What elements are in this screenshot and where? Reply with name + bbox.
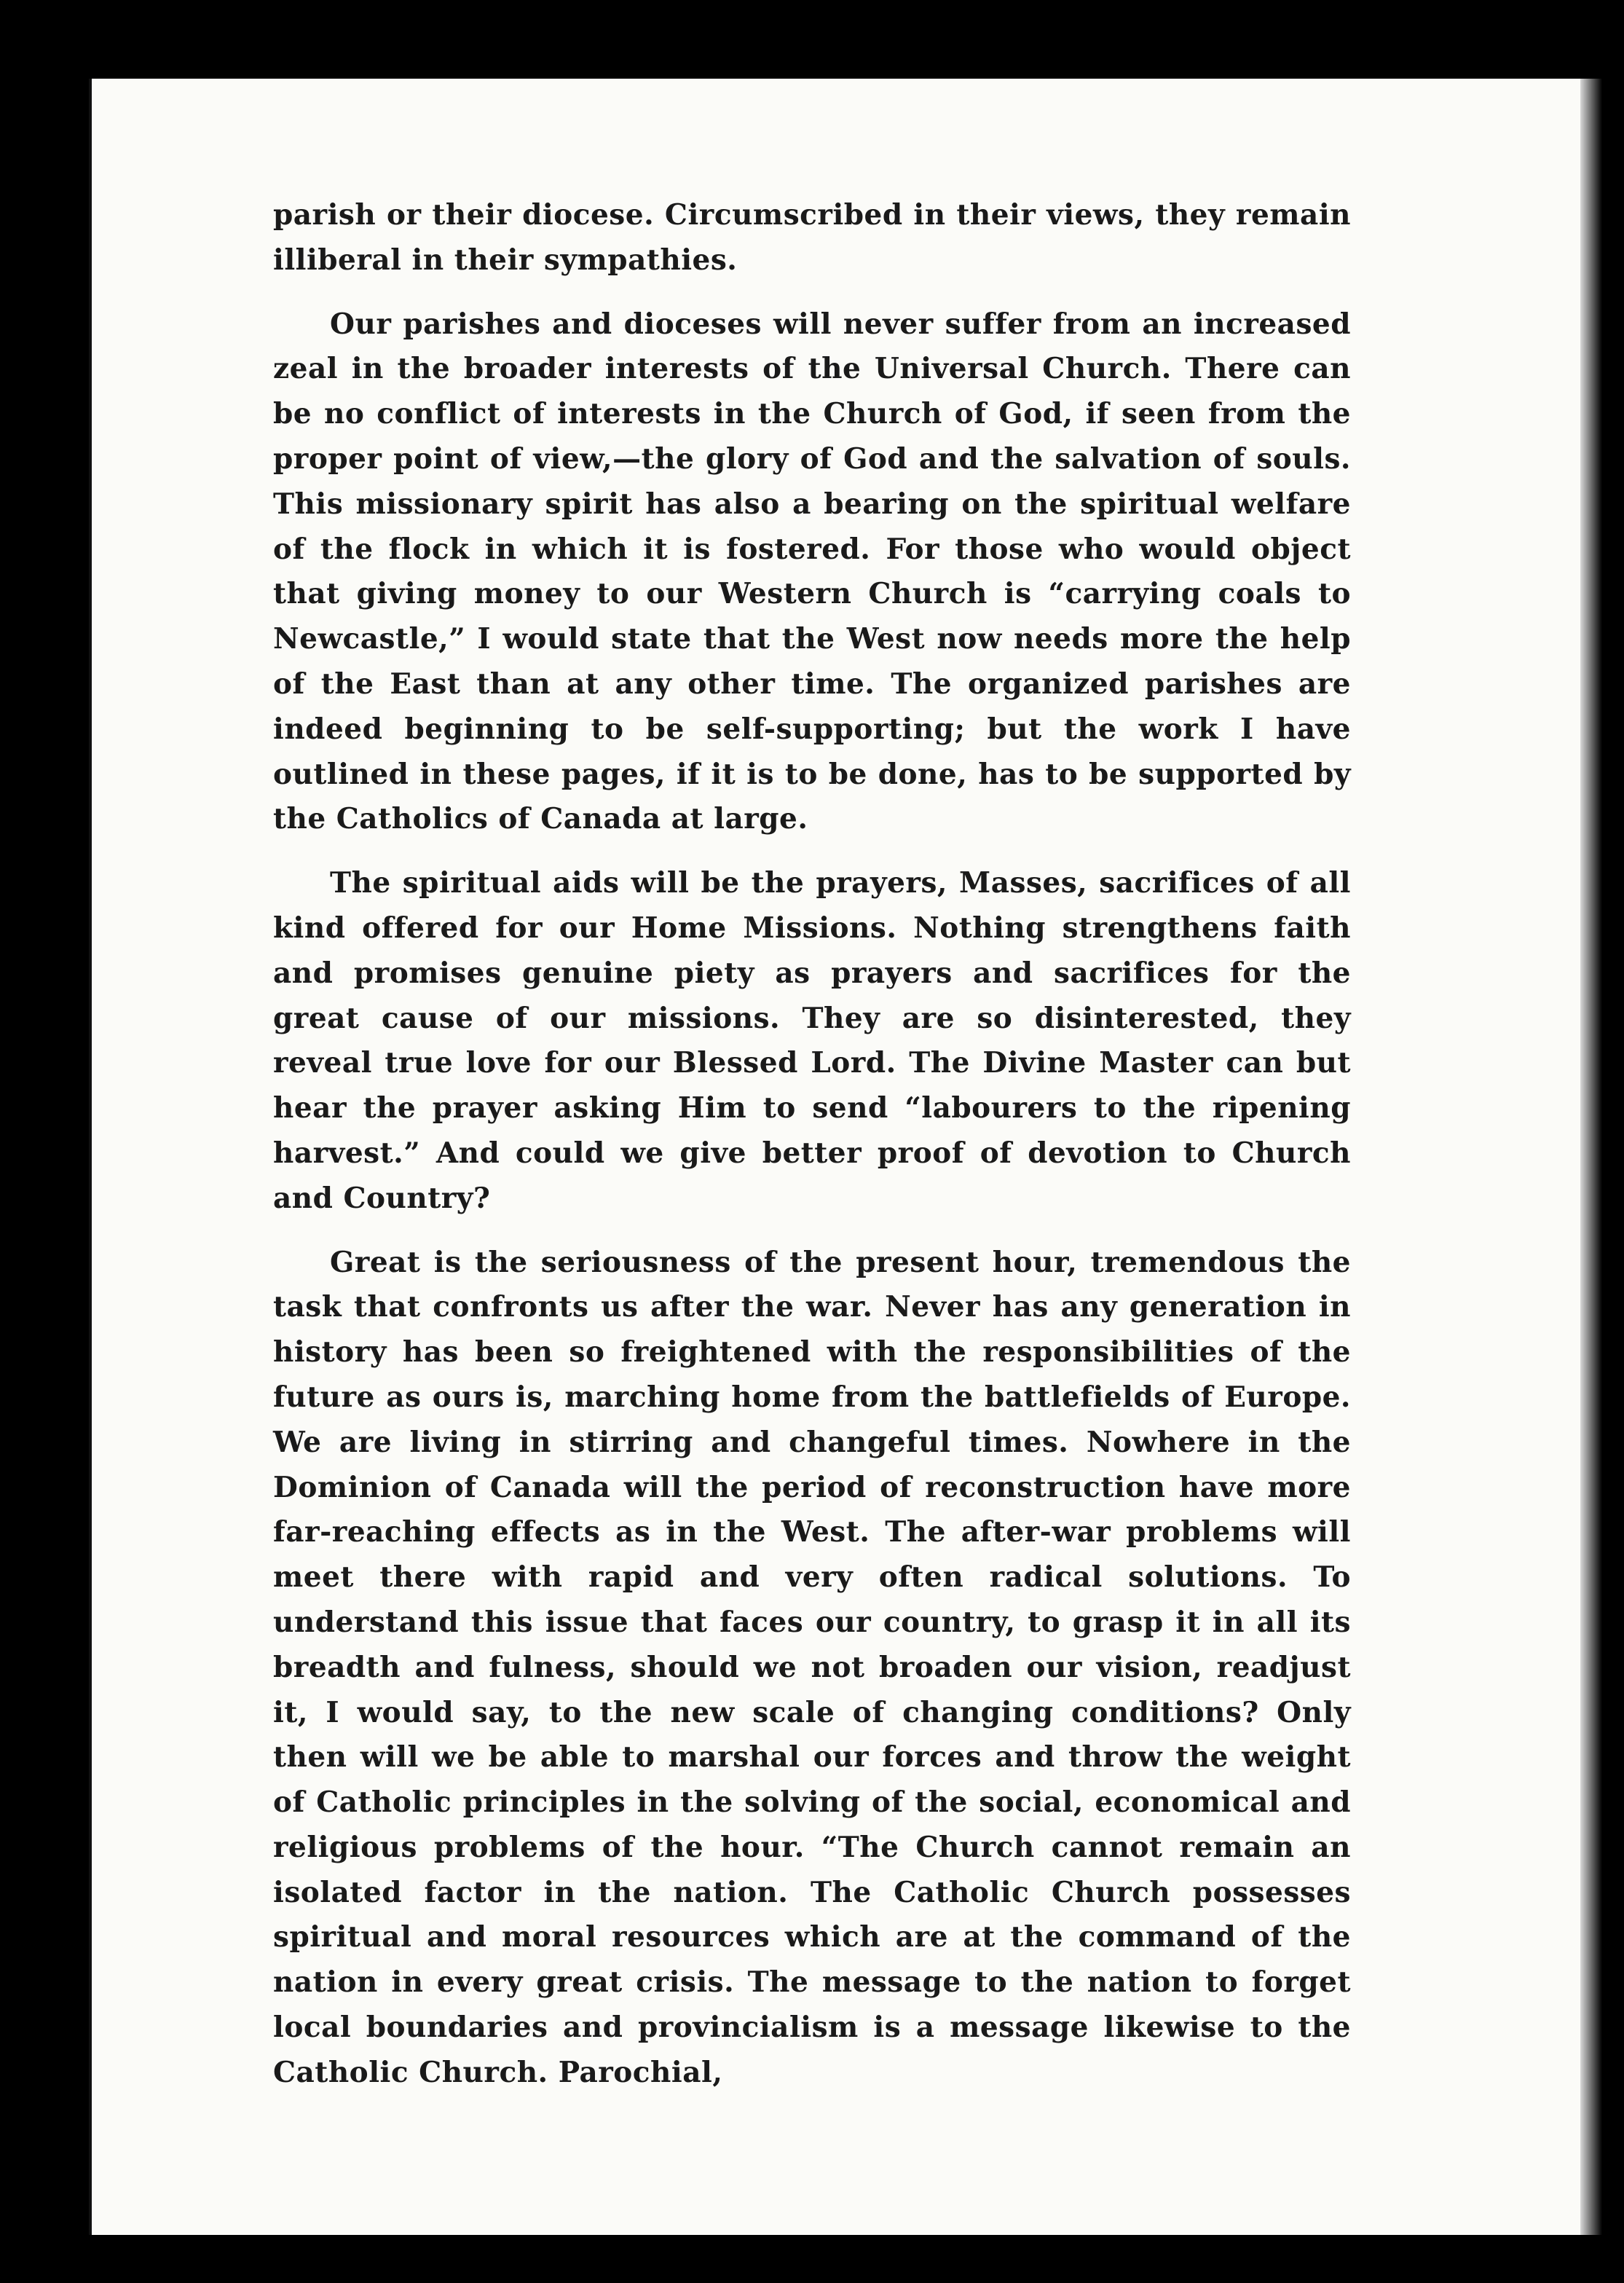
paragraph: Our parishes and dioceses will never suffer from an increased zeal in the broader interests of the Universal Church. There can be no conflict of interests in the Church of God, if seen from the proper point of view,—the glory of God and the salvation of souls. This missionary spirit has also a bearing on the spiritual welfare of the flock in which it is fostered. For those who would object that giving money to our Western Church is “carrying coals to Newcastle,” I would state that the West now needs more the help of the East than at any other time. The organized parishes are indeed beginning to be self-supporting; but the work I have outlined in these pages, if it is to be done, has to be supported by the Catholics of Canada at large. xyxy=(273,307,1351,836)
paragraph: The spiritual aids will be the prayers, Masses, sacrifices of all kind offered for our Home Missions. Nothing strengthens faith and promises genuine piety as prayers and sacrifices for the great cause of our missions. They are so disinterested, they reveal true love for our Blessed Lord. The Divine Master can but hear the prayer asking Him to send “labourers to the ripening harvest.” And could we give better proof of devotion to Church and Country? xyxy=(273,866,1351,1215)
page-edge-shadow xyxy=(1580,79,1602,2235)
body-text xyxy=(273,193,1351,2115)
paragraph: parish or their diocese. Circumscribed in their views, they remain illiberal in their sympathies. xyxy=(273,198,1351,277)
paragraph: Great is the seriousness of the present hour, tremendous the task that confronts us after the war. Never has any generation in history has been so freightened with the responsibilities of the future as ours is, marching home from the battlefields of Europe. We are living in stirring and changeful times. Nowhere in the Dominion of Canada will the period of reconstruction have more far-reaching effects as in the West. The after-war problems will meet there with rapid and very often radical solutions. To understand this issue that faces our country, to grasp it in all its breadth and fulness, should we not broaden our vision, readjust it, I would say, to the new scale of changing conditions? Only then will we be able to marshal our forces and throw the weight of Catholic principles in the solving of the social, economical and religious problems of the hour. “The Church cannot remain an isolated factor in the nation. The Catholic Church possesses spiritual and moral resources which are at the command of the nation in every great crisis. The message to the nation to forget local boundaries and provincialism is a message likewise to the Catholic Church. Parochial, xyxy=(273,1245,1351,2089)
scan-artifact xyxy=(138,7,167,36)
